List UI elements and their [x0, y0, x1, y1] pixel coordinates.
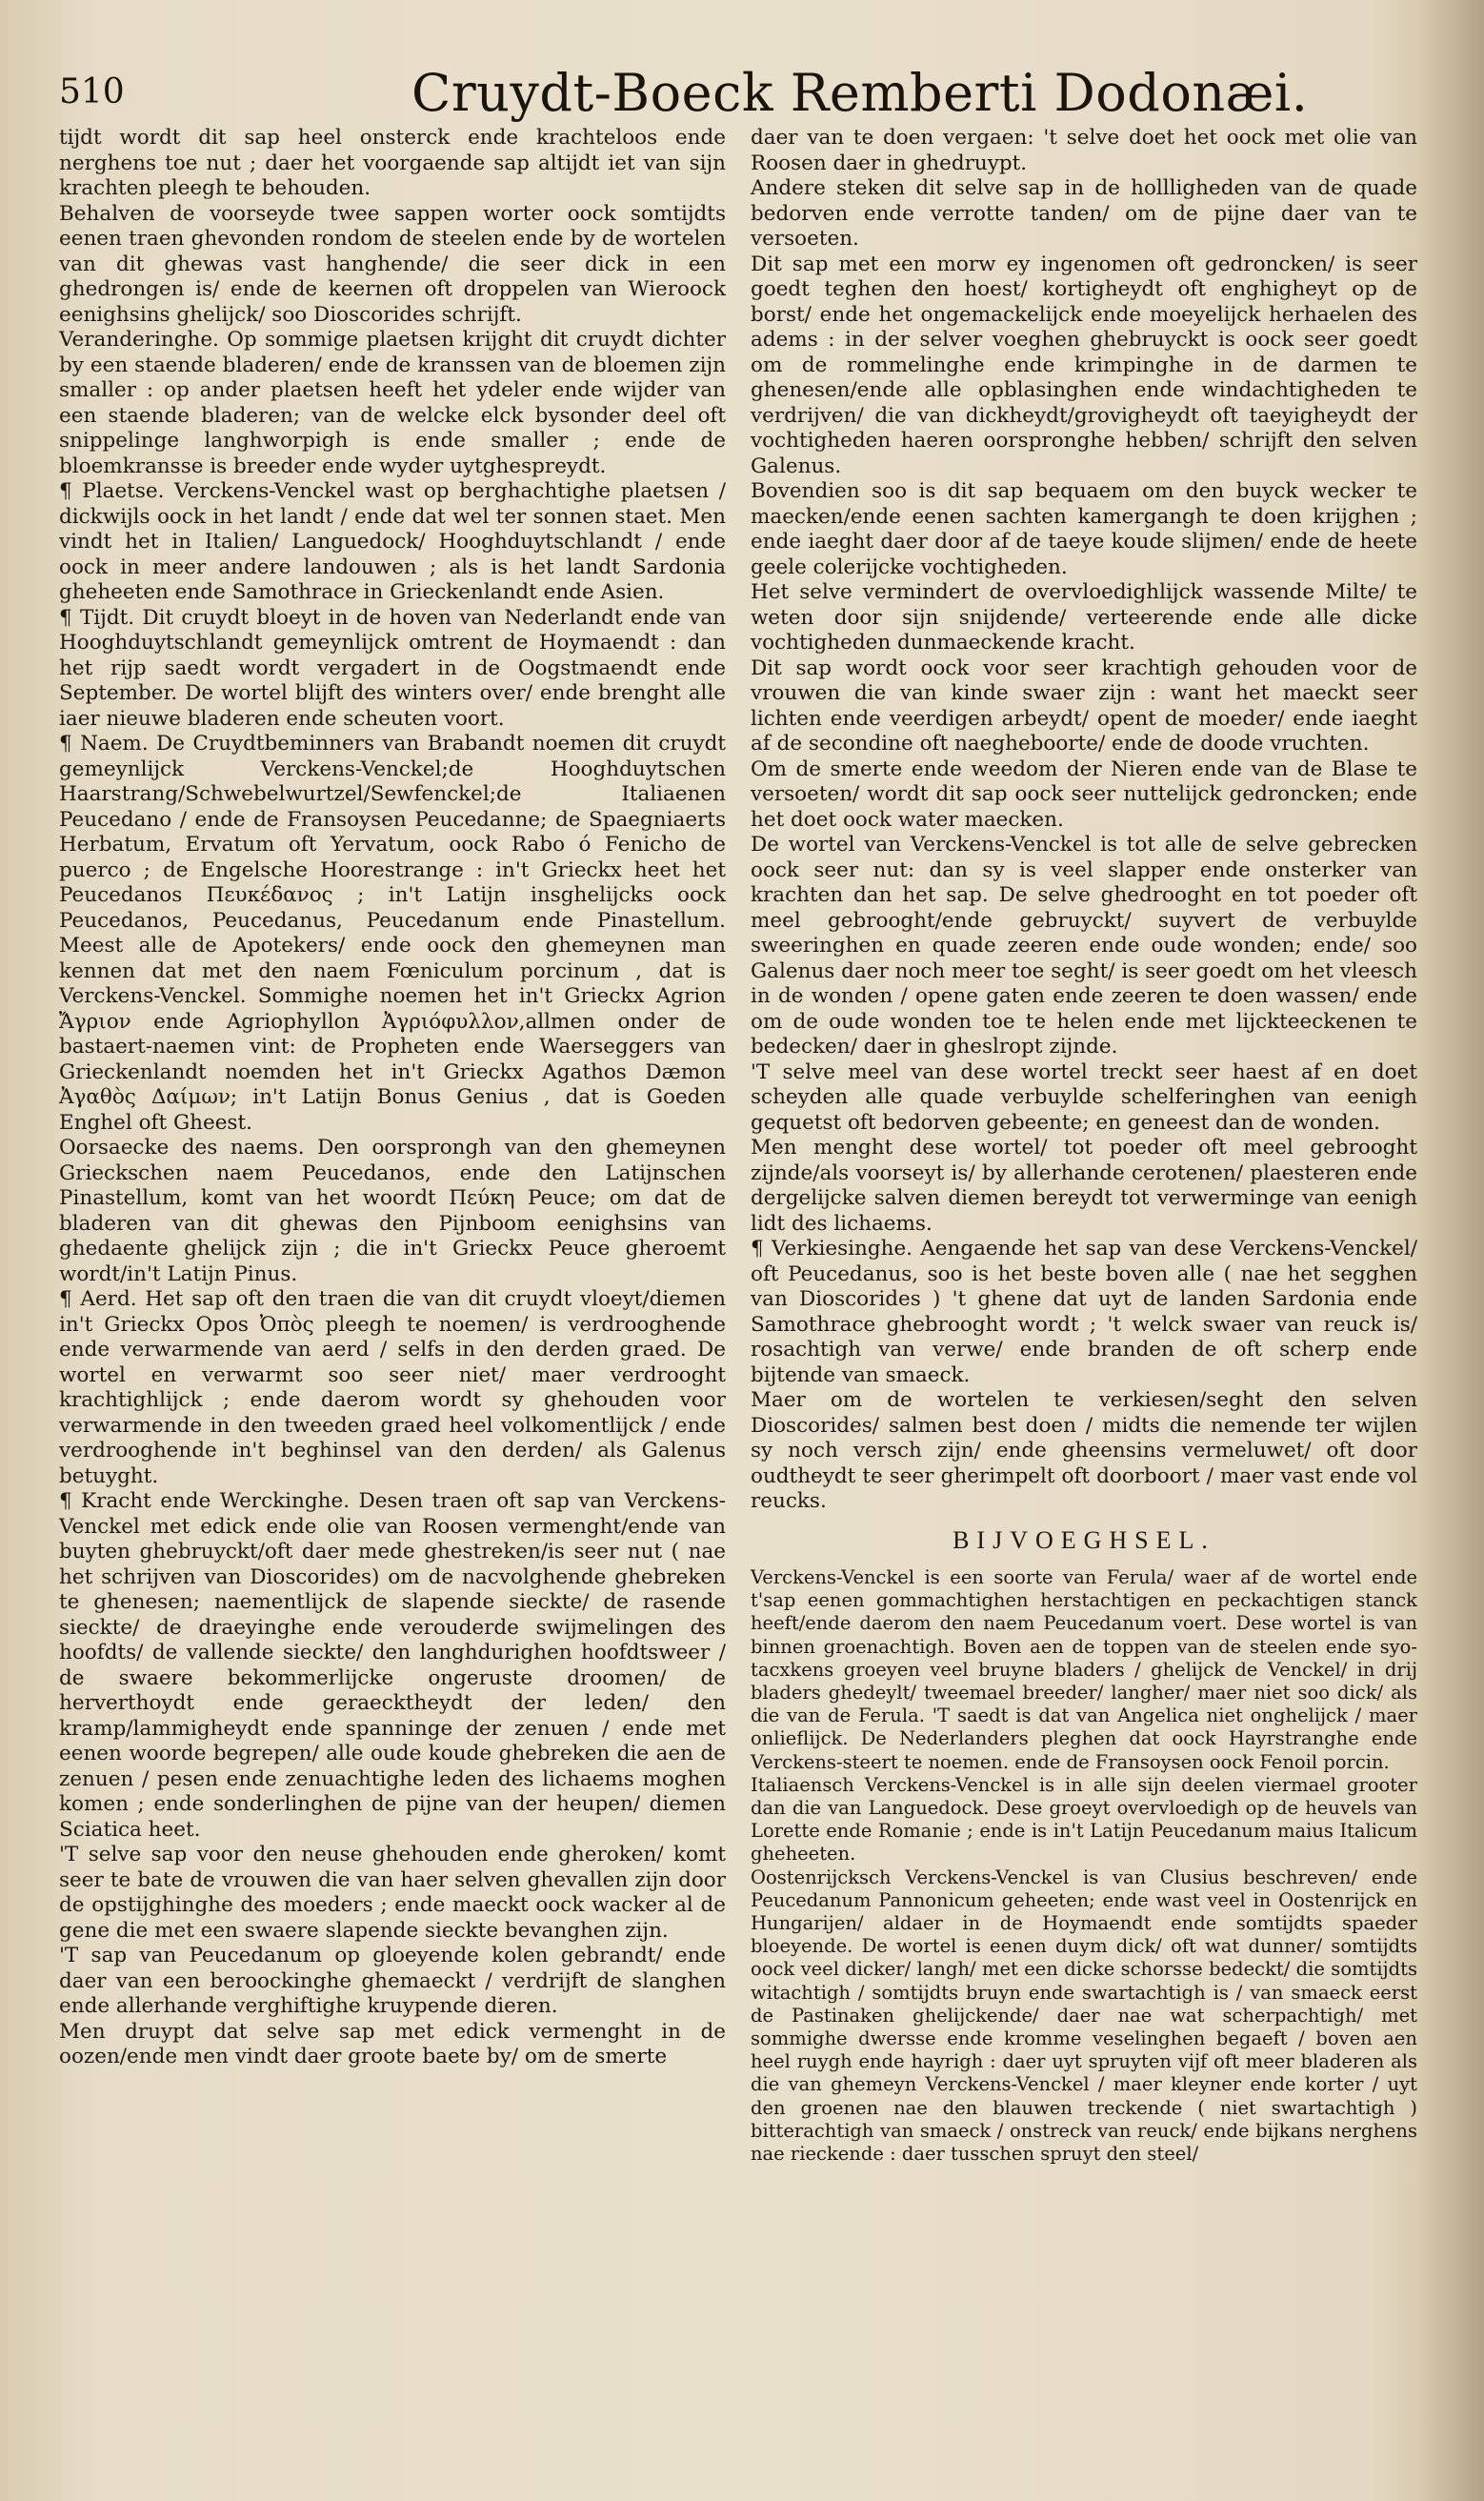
- paragraph: Men druypt dat selve sap met edick vermenght in de oozen/ende men vindt daer groote baete by/ om de smerte: [59, 2019, 726, 2068]
- paragraph: ¶ Plaetse. Verckens-Venckel wast op berghachtighe plaetsen / dickwijls oock in het landt / ende dat wel ter sonnen staet. Men vindt het in Italien/ Languedock/ Hooghduytschlandt / ende oock in meer andere landouwen ; als is het landt Sardonia gheheeten ende Samothrace in Grieckenlandt ende Asien.: [59, 479, 726, 604]
- page-edge-shadow: [1417, 0, 1484, 2501]
- paragraph: daer van te doen vergaen: 't selve doet het oock met olie van Roosen daer in ghedruypt.: [751, 126, 1417, 175]
- paragraph: Dit sap met een morw ey ingenomen oft gedroncken/ is seer goedt teghen den hoest/ kortigheydt oft enghigheyt op de borst/ ende het ongemackelijck ende moeyelijck herhaelen des adems : in der selver voeghen ghebruyckt is oock seer goedt om de rommelinghe ende krimpinghe in de darmen te ghenesen/ende alle opblasinghen ende windachtigheden te verdrijven/ die van dickheydt/grovigheydt oft taeyigheydt der vochtigheden haeren oorspronghe hebben/ schrijft den selven Galenus.: [751, 252, 1417, 478]
- supplement-paragraph: Italiaensch Verckens-Venckel is in alle sijn deelen viermael grooter dan die van Languedock. Dese groeyt overvloedigh op de heuvels van Lorette ende Romanie ; ende is in't Latijn Peucedanum maius Italicum gheheeten.: [751, 1773, 1417, 1866]
- paragraph: ¶ Verkiesinghe. Aengaende het sap van dese Verckens-Venckel/ oft Peucedanus, soo is het beste boven alle ( nae het segghen van Dioscorides ) 't ghene dat uyt de landen Sardonia ende Samothrace ghebrooght wordt ; 't welck swaer van reuck is/ rosachtigh van verwe/ ende branden de oft scherp ende bijtende van smaeck.: [751, 1237, 1417, 1387]
- page-header: [59, 59, 1412, 126]
- section-title: BIJVOEGHSEL.: [953, 1525, 1215, 1554]
- paragraph: ¶ Kracht ende Werckinghe. Desen traen oft sap van Verckens-Venckel met edick ende olie van Roosen vermenght/ende van buyten ghebruyckt/oft daer mede ghestreken/is seer nut ( nae het schrijven van Dioscorides) om de nacvolghende ghebreken te ghenesen; naementlijck de slapende sieckte/ de rasende sieckte/ de draeyinghe ende verouderde swijmelingen des hoofdts/ de vallende sieckte/ den langhdurighen hoofdtsweer / de swaere bekommerlijcke ongeruste droomen/ de herverthoydt ende geraecktheydt der leden/ den kramp/lammigheydt ende spanninge der zenuen / ende met eenen woorde begrepen/ alle oude koude ghebreken die aen de zenuen / pesen ende zenuachtighe leden des lichaems moghen komen ; ende sonderlinghen de pijne van der heupen/ diemen Sciatica heet.: [59, 1489, 726, 1842]
- paragraph: Men menght dese wortel/ tot poeder oft meel gebrooght zijnde/als voorseyt is/ by allerhande cerotenen/ plaesteren ende dergelijcke salven diemen bereydt tot verwerminge van eenigh lidt des lichaems.: [751, 1136, 1417, 1236]
- paragraph: Maer om de wortelen te verkiesen/seght den selven Dioscorides/ salmen best doen / midts die nemende ter wijlen sy noch versch zijn/ ende gheensins vermeluwet/ oft door oudtheydt te seer gherimpelt oft doorboort / maer vast ende vol reucks.: [751, 1388, 1417, 1513]
- supplement-paragraph: Oostenrijcksch Verckens-Venckel is van Clusius beschreven/ ende Peucedanum Pannonicum geheeten; ende wast veel in Oostenrijck en Hungarijen/ aldaer in de Hoymaendt ende somtijdts spaeder bloeyende. De wortel is eenen duym dick/ oft wat dunner/ somtijdts oock veel dicker/ langh/ met een dicke schorsse bedeckt/ die somtijdts witachtigh / somtijdts bruyn ende swartachtigh is / van smaeck eerst de Pastinaken ghelijckende/ daer nae wat scherpachtigh/ met sommighe dwersse ende kromme veselinghen begaeft / boven aen heel ruygh ende hayrigh : daer uyt spruyten vijf oft meer bladeren als die van ghemeyn Verckens-Venckel / maer kleyner ende korter / uyt den groenen nae den blauwen treckende ( niet swartachtigh ) bitterachtigh van smaeck / onstreck van reuck/ ende bijkans nerghens nae rieckende : daer tusschen spruyt den steel/: [751, 1866, 1417, 2166]
- paragraph: ¶ Tijdt. Dit cruydt bloeyt in de hoven van Nederlandt ende van Hooghduytschlandt gemeynlijck omtrent de Hoymaendt : dan het rijp saedt wordt vergadert in de Oogstmaendt ende September. De wortel blijft des winters over/ ende brenght alle iaer nieuwe bladeren ende scheuten voort.: [59, 605, 726, 731]
- paragraph: Om de smerte ende weedom der Nieren ende van de Blase te versoeten/ wordt dit sap oock seer nuttelijck gedroncken; ende het doet oock water maecken.: [751, 756, 1417, 832]
- paragraph: ¶ Naem. De Cruydtbeminners van Brabandt noemen dit cruydt gemeynlijck Verckens-Venckel;de Hooghduytschen Haarstrang/Schwebelwurtzel/Sewfenckel;de Italiaenen Peucedano / ende de Fransoysen Peucedanne; de Spaegniaerts Herbatum, Ervatum oft Yervatum, oock Rabo ó Fenicho de puerco ; de Engelsche Hoorestrange : in't Grieckx heet het Peucedanos Πευκέδανος ; in't Latijn insghelijcks oock Peucedanos, Peucedanus, Peucedanum ende Pinastellum. Meest alle de Apotekers/ ende oock den ghemeynen man kennen dat met den naem Fœniculum porcinum , dat is Verckens-Venckel. Sommighe noemen het in't Grieckx Agrion Ἄγριον ende Agriophyllon Ἀγριόφυλλον,allmen onder de bastaert-naemen vint: de Propheten ende Waerseggers van Grieckenlandt noemden het in't Grieckx Agathos Dæmon Ἀγαθὸς Δαίμων; in't Latijn Bonus Genius , dat is Goeden Enghel oft Gheest.: [59, 732, 726, 1135]
- supplement-section: [751, 1566, 1417, 2166]
- paragraph: Bovendien soo is dit sap bequaem om den buyck wecker te maecken/ende eenen sachten kamergangh te doen krijghen ; ende iaeght daer door af de taeye koude slijmen/ ende de heete geele colerijcke vochtigheden.: [751, 479, 1417, 579]
- paragraph: Behalven de voorseyde twee sappen worter oock somtijdts eenen traen ghevonden rondom de steelen ende by de wortelen van dit ghewas vast hanghende/ die seer dick in een ghedrongen is/ ende de keernen oft droppelen van Wieroock eenighsins ghelijck/ soo Dioscorides schrijft.: [59, 201, 726, 327]
- paragraph: Dit sap wordt oock voor seer krachtigh gehouden voor de vrouwen die van kinde swaer zijn : want het maeckt seer lichten ende veerdigen arbeydt/ opent de moeder/ ende iaeght af de secondine oft naegheboorte/ ende de doode vruchten.: [751, 656, 1417, 756]
- paragraph: De wortel van Verckens-Venckel is tot alle de selve gebrecken oock seer nut: dan sy is veel slapper ende onsterker van krachten dan het sap. De selve ghedrooght en tot poeder oft meel gebrooght/ende gebruyckt/ suyvert de verbuylde sweeringhen en quade zeeren ende oude wonden; ende/ soo Galenus daer noch meer toe seght/ is seer goedt om het vleesch in de wonden / opene gaten ende zeeren te doen wassen/ ende om de oude wonden toe te helen ende met lijckteeckenen te bedecken/ daer in gheslropt zijnde.: [751, 833, 1417, 1059]
- left-column: [59, 126, 726, 2422]
- paragraph: ¶ Aerd. Het sap oft den traen die van dit cruydt vloeyt/diemen in't Grieckx Opos Ὀπὸς pleegh te noemen/ is verdrooghende ende verwarmende van aerd / selfs in den derden graed. De wortel en verwarmt soo seer niet/ maer verdrooght krachtighlijck ; ende daerom wordt sy ghehouden voor verwarmende in den tweeden graed heel volkomentlijck / ende verdrooghende in't beghinsel van den derden/ als Galenus betuyght.: [59, 1287, 726, 1488]
- paragraph: tijdt wordt dit sap heel onsterck ende krachteloos ende nerghens toe nut ; daer het voorgaende sap altijdt iet van sijn krachten pleegh te behouden.: [59, 126, 726, 200]
- paragraph: Oorsaecke des naems. Den oorsprongh van den ghemeynen Grieckschen naem Peucedanos, ende den Latijnschen Pinastellum, komt van het woordt Πεύκη Peuce; om dat de bladeren van dit ghewas den Pijnboom eenighsins van ghedaente ghelijck zijn ; die in't Grieckx Peuce gheroemt wordt/in't Latijn Pinus.: [59, 1136, 726, 1286]
- paragraph: Andere steken dit selve sap in de hollligheden van de quade bedorven ende verrotte tanden/ om de pijne daer van te versoeten.: [751, 176, 1417, 251]
- right-column: [751, 126, 1417, 2422]
- page-number: 510: [59, 72, 125, 111]
- paragraph: Veranderinghe. Op sommige plaetsen krijght dit cruydt dichter by een staende bladeren/ ende de kranssen van de bloemen zijn smaller : op ander plaetsen heeft het ydeler ende wijder van een staende bladeren; van de welcke elck bysonder deel oft snippelinge langhworpigh is ende smaller ; ende de bloemkransse is breeder ende wyder uytghespreydt.: [59, 328, 726, 478]
- paragraph: 'T selve meel van dese wortel treckt seer haest af en doet scheyden alle quade verbuylde schelferinghen van eenigh gequetst oft bedorven gebeente; en geneest dan de wonden.: [751, 1059, 1417, 1135]
- paragraph: Het selve vermindert de overvloedighlijck wassende Milte/ te weten door sijn snijdende/ verteerende ende alle dicke vochtigheden dunmaeckende kracht.: [751, 580, 1417, 655]
- running-title: Cruydt-Boeck Remberti Dodonæi.: [411, 63, 1309, 123]
- paragraph: 'T selve sap voor den neuse ghehouden ende gheroken/ komt seer te bate de vrouwen die van haer selven ghevallen zijn door de opstijghinghe des moeders ; ende maeckt oock wacker al de gene die met een swaere slapende sieckte bevanghen zijn.: [59, 1843, 726, 1943]
- supplement-paragraph: Verckens-Venckel is een soorte van Ferula/ waer af de wortel ende t'sap eenen gommachtighen herstachtigen en peckachtigen stanck heeft/ende daerom den naem Peucedanum voert. Dese wortel is van binnen groenachtigh. Boven aen de toppen van de steelen ende syo-tacxkens groeyen veel bruyne bladers / ghelijck de Venckel/ in drij bladers ghedeylt/ tweemael breeder/ langher/ maer niet soo dick/ als die van de Ferula. 'T saedt is dat van Angelica niet onghelijck / maer onlieflijck. De Nederlanders pleghen dat oock Hayrstranghe ende Verckens-steert te noemen. ende de Fransoysen oock Fenoil porcin.: [751, 1566, 1417, 1773]
- paragraph: 'T sap van Peucedanum op gloeyende kolen gebrandt/ ende daer van een beroockinghe ghemaeckt / verdrijft de slanghen ende allerhande verghiftighe kruypende dieren.: [59, 1944, 726, 2018]
